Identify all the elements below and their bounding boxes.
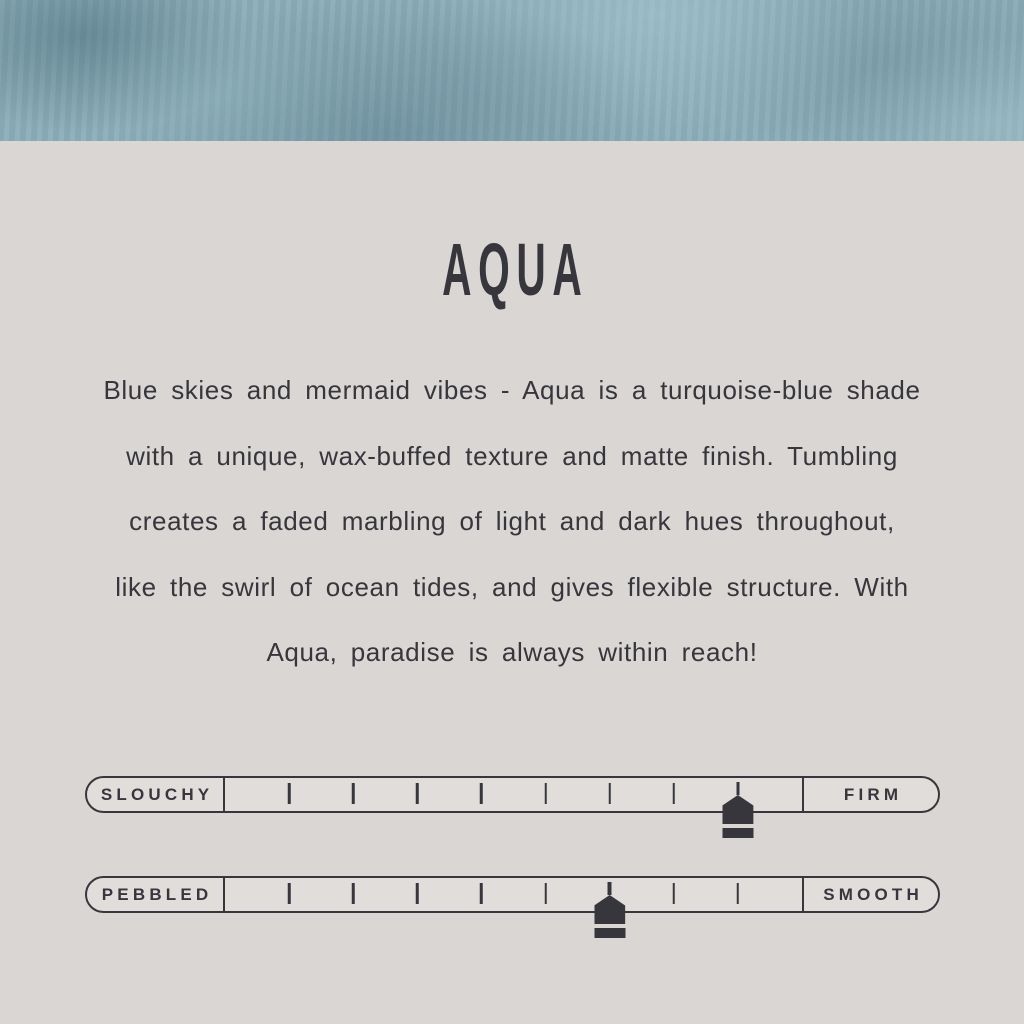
scale-label-right-text: FIRM: [843, 784, 903, 804]
scale-label-right: [802, 878, 938, 911]
scale-label-right: [802, 778, 938, 811]
scale-track[interactable]: [225, 778, 802, 811]
scale-tick: [673, 883, 676, 904]
attribute-scales: [85, 776, 940, 976]
marker-base: [594, 928, 625, 938]
description-line: Blue skies and mermaid vibes - Aqua is a turquoise-blue shade: [103, 375, 921, 405]
scale-tick: [288, 783, 291, 804]
marker-body: [722, 795, 753, 824]
scale-tick: [416, 883, 419, 904]
scale-marker[interactable]: [722, 782, 753, 838]
marker-stem: [608, 882, 612, 895]
scale-tick: [352, 783, 355, 804]
scale-tick: [480, 783, 483, 804]
marker-base: [722, 828, 753, 838]
description-line: Aqua, paradise is always within reach!: [266, 637, 758, 667]
scale-label-left: [87, 778, 225, 811]
scale-tick: [608, 783, 611, 804]
scale-label-right-text: SMOOTH: [823, 884, 923, 904]
description-line: with a unique, wax-buffed texture and matte finish. Tumbling: [126, 440, 898, 471]
scale-tick: [673, 783, 676, 804]
scale-tick: [352, 883, 355, 904]
scale-slouchy-firm: [85, 776, 940, 813]
scale-tick: [480, 883, 483, 904]
description-line: like the swirl of ocean tides, and gives flexible structure. With: [115, 571, 909, 602]
description-line: creates a faded marbling of light and dark hues throughout,: [129, 506, 895, 536]
color-description: [0, 358, 1024, 686]
scale-tick: [288, 883, 291, 904]
leather-texture-banner: [0, 0, 1024, 141]
scale-tick: [416, 783, 419, 804]
scale-label-left-text: SLOUCHY: [100, 784, 214, 804]
scale-tick: [544, 883, 547, 904]
marker-body: [594, 895, 625, 924]
scale-tick: [737, 883, 740, 904]
marker-stem: [736, 782, 740, 795]
color-name-title: AQUA: [442, 228, 589, 311]
scale-pebbled-smooth: [85, 876, 940, 913]
scale-track[interactable]: [225, 878, 802, 911]
scale-marker[interactable]: [594, 882, 625, 938]
scale-label-left: [87, 878, 225, 911]
scale-label-left-text: PEBBLED: [101, 884, 213, 904]
scale-tick: [544, 783, 547, 804]
